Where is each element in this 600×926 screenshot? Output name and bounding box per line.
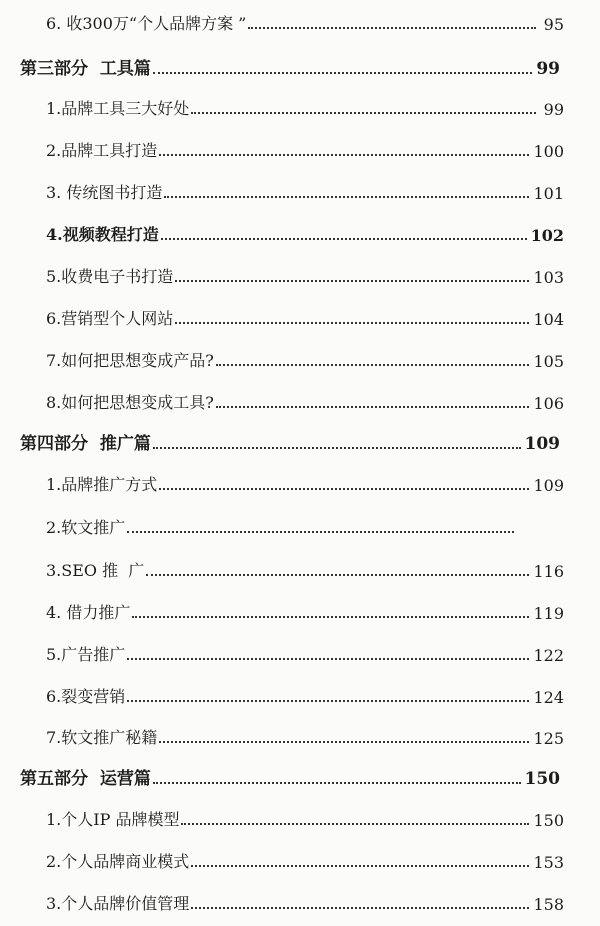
toc-entry[interactable] [46,683,564,707]
dot-leader [127,531,514,533]
dot-leader [159,154,529,156]
toc-entry-title: 1.品牌推广方式 [46,475,158,494]
toc-entry[interactable] [46,806,564,830]
toc-part-page: 109 [524,434,560,454]
dot-leader [146,574,529,576]
toc-entry-title: 6.裂变营销 [46,687,126,706]
toc-entry-title: 5.收费电子书打造 [46,267,174,286]
toc-part-title: 第五部分 运营篇 [20,769,151,789]
dot-leader [191,907,529,909]
toc-entry-page: 125 [533,729,564,748]
toc-entry[interactable] [46,514,564,538]
toc-entry-page: 150 [533,811,564,830]
dot-leader [216,364,530,366]
dot-leader [159,741,529,743]
toc-entry-page: 119 [533,604,564,623]
toc-part-heading[interactable] [20,430,560,454]
toc-part-title: 第三部分 工具篇 [20,59,151,79]
toc-entry-title: 7.软文推广秘籍 [46,728,158,747]
toc-entry-title: 1.品牌工具三大好处 [46,99,190,118]
toc-entry-title: 1.个人IP 品牌模型 [46,810,180,829]
toc-entry-page: 122 [533,646,564,665]
dot-leader [153,782,521,784]
dot-leader [181,823,529,825]
dot-leader [175,280,529,282]
dot-leader [127,700,529,702]
toc-entry[interactable] [46,10,564,34]
dot-leader [191,112,536,114]
toc-entry[interactable] [46,848,564,872]
toc-entry-page: 106 [533,394,564,413]
dot-leader [132,616,529,618]
toc-entry-title: 6. 收300万“个人品牌方案 ” [46,14,247,33]
toc-entry-title: 3. 传统图书打造 [46,183,163,202]
dot-leader [191,865,529,867]
dot-leader [161,238,527,240]
toc-entry-page: 109 [533,476,564,495]
toc-entry-title: 8.如何把思想变成工具? [46,393,214,412]
toc-entry-title: 2.品牌工具打造 [46,141,158,160]
toc-entry-title: 4. 借力推广 [46,603,131,622]
toc-entry-page: 105 [533,352,564,371]
toc-entry-title: 2.个人品牌商业模式 [46,852,190,871]
toc-entry-page: 104 [533,310,564,329]
toc-entry[interactable] [46,263,564,287]
toc-entry[interactable] [46,347,564,371]
toc-entry-page: 99 [543,100,564,119]
dot-leader [216,406,530,408]
dot-leader [127,658,529,660]
toc-entry-page: 101 [533,184,564,203]
toc-entry[interactable] [46,95,564,119]
toc-entry[interactable] [46,305,564,329]
toc-entry-page: 103 [533,268,564,287]
toc-entry-page: 102 [530,226,564,245]
toc-part-page: 99 [536,59,560,79]
dot-leader [164,196,529,198]
toc-entry-title: 6.营销型个人网站 [46,309,174,328]
toc-entry[interactable] [46,179,564,203]
toc-entry-page: 95 [543,15,564,34]
toc-entry[interactable] [46,471,564,495]
toc-part-heading[interactable] [20,765,560,789]
toc-entry[interactable] [46,599,564,623]
toc-part-title: 第四部分 推广篇 [20,434,151,454]
toc-entry[interactable] [46,557,564,581]
toc-entry[interactable] [46,724,564,748]
dot-leader [175,322,529,324]
dot-leader [159,488,529,490]
toc-entry-page: 124 [533,688,564,707]
toc-part-page: 150 [524,769,560,789]
toc-entry[interactable] [46,641,564,665]
toc-entry-page: 100 [533,142,564,161]
toc-entry-title: 2.软文推广 [46,518,126,537]
dot-leader [153,72,532,74]
toc-entry-title: 3.个人品牌价值管理 [46,894,190,913]
toc-entry-page: 153 [533,853,564,872]
toc-entry-title: 5.广告推广 [46,645,126,664]
toc-entry[interactable] [46,137,564,161]
toc-entry-title: 4.视频教程打造 [46,225,159,244]
toc-entry[interactable] [46,221,564,245]
toc-entry-title: 3.SEO 推 广 [46,561,145,580]
toc-entry-title: 7.如何把思想变成产品? [46,351,214,370]
dot-leader [153,447,521,449]
toc-entry-page: 116 [533,562,564,581]
toc-entry-page: 158 [533,895,564,914]
toc-part-heading[interactable] [20,55,560,79]
dot-leader [248,27,536,29]
toc-entry[interactable] [46,890,564,914]
toc-entry[interactable] [46,389,564,413]
